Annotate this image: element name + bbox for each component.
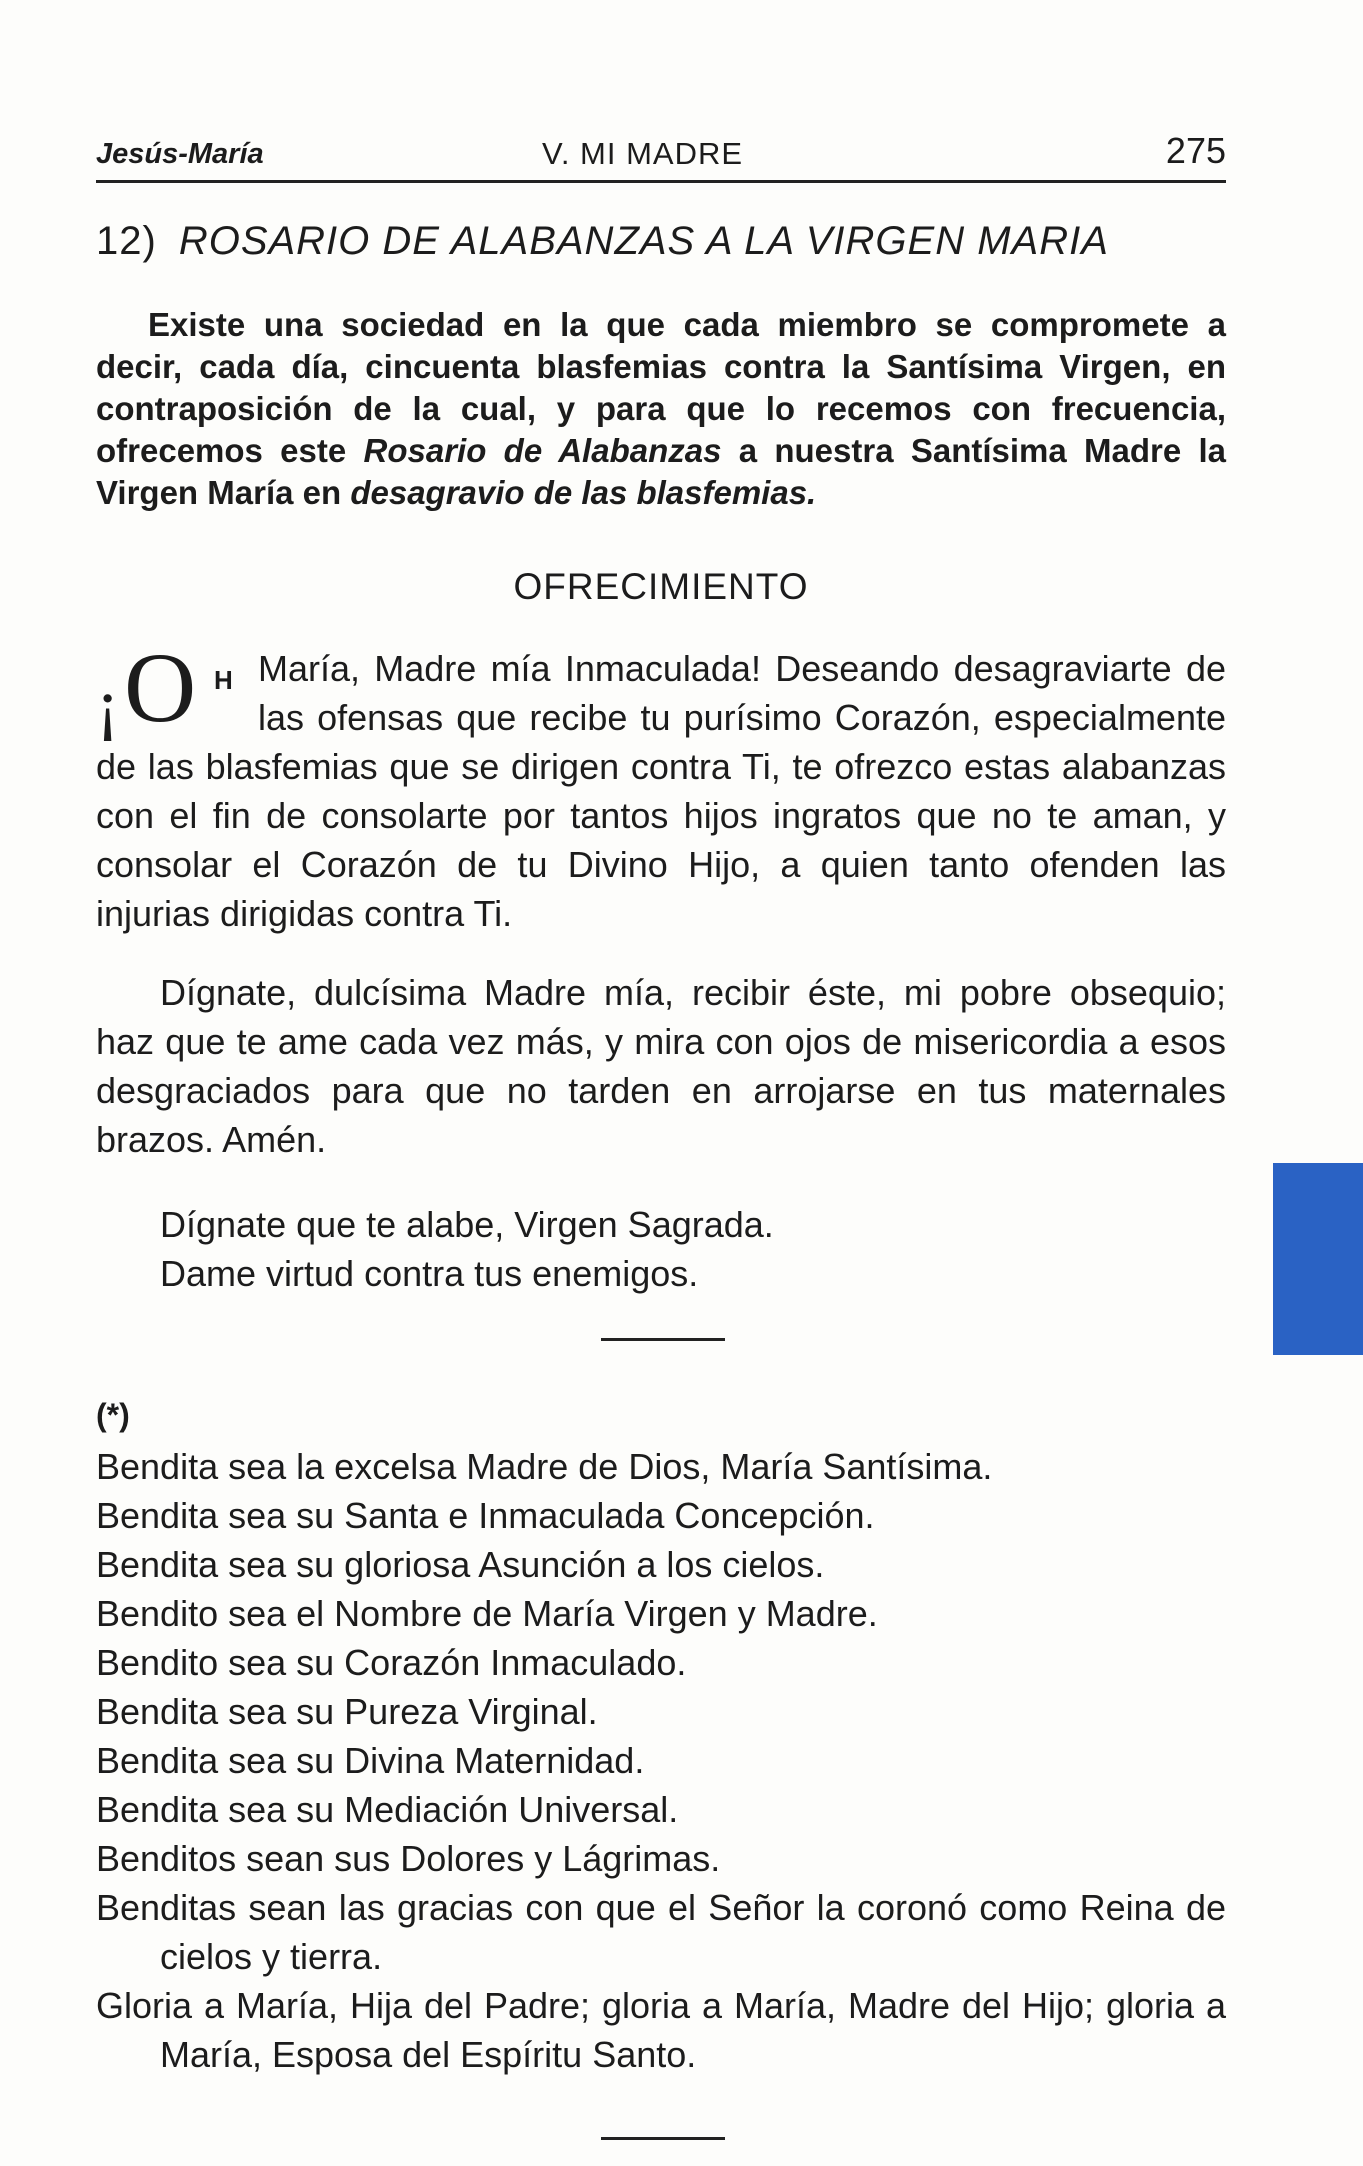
intro-text-2: a nuestra Santísima Madre la Virgen María en — [96, 432, 1227, 511]
page-number: 275 — [1165, 130, 1226, 171]
drop-cap-exclamation: ¡ — [96, 666, 120, 743]
praises-list — [96, 1442, 1226, 2079]
praise-line: Gloria a María, Hija del Padre; gloria a María, Madre del Hijo; gloria a María, Esposa del Espíritu Santo. — [96, 1985, 1226, 2075]
section-divider — [601, 1338, 725, 1341]
section-title: ROSARIO DE ALABANZAS A LA VIRGEN MARIA — [178, 219, 1109, 263]
section-number: 12) — [96, 219, 157, 263]
praise-line: Bendita sea su Divina Maternidad. — [96, 1740, 645, 1781]
section-heading — [96, 219, 1226, 264]
running-head-chapter: V. MI MADRE — [542, 136, 744, 171]
blue-page-tab — [1273, 1163, 1363, 1355]
offering-paragraph-2: Dígnate, dulcísima Madre mía, recibir éste, mi pobre obsequio; haz que te ame cada vez más, y mira con ojos de misericordia a esos desgraciados para que no tarden en arrojarse en tus maternales brazos. Amén. — [96, 972, 1226, 1160]
drop-cap-suffix: H — [214, 665, 233, 695]
praise-line: Bendito sea el Nombre de María Virgen y Madre. — [96, 1593, 878, 1634]
praise-line: Bendito sea su Corazón Inmaculado. — [96, 1642, 687, 1683]
couplet-line-2: Dame virtud contra tus enemigos. — [160, 1253, 699, 1294]
praise-line: Bendita sea su gloriosa Asunción a los cielos. — [96, 1544, 825, 1585]
intro-emphasis-1: Rosario de Alabanzas — [363, 432, 722, 469]
book-page — [96, 130, 1226, 2140]
running-head — [96, 130, 1226, 183]
offering-paragraph-1 — [96, 632, 1226, 938]
drop-cap — [96, 632, 252, 743]
praise-line: Bendita sea su Pureza Virginal. — [96, 1691, 598, 1732]
praise-line: Bendita sea su Mediación Universal. — [96, 1789, 679, 1830]
intro-emphasis-2: desagravio de las blasfemias. — [350, 474, 817, 511]
praise-line: Benditas sean las gracias con que el Señor la coronó como Reina de cielos y tierra. — [96, 1887, 1226, 1977]
offering-heading: OFRECIMIENTO — [513, 566, 809, 607]
praise-line: Benditos sean sus Dolores y Lágrimas. — [96, 1838, 721, 1879]
running-head-left: Jesús-María — [96, 138, 264, 170]
praise-line: Bendita sea la excelsa Madre de Dios, María Santísima. — [96, 1446, 993, 1487]
offering-paragraph-1-text: María, Madre mía Inmaculada! Deseando desagraviarte de las ofensas que recibe tu purísimo Corazón, especialmente de las blasfemias que se dirigen contra Ti, te ofrezco estas alabanzas con el fin de consolarte por tantos hijos ingratos que no te aman, y consolar el Corazón de tu Divino Hijo, a quien tanto ofenden las injurias dirigidas contra Ti. — [96, 648, 1226, 934]
end-divider — [601, 2137, 725, 2140]
drop-cap-letter: O — [124, 632, 197, 743]
praise-line: Bendita sea su Santa e Inmaculada Concepción. — [96, 1495, 875, 1536]
intro-text-1: Existe una sociedad en la que cada miembro se compromete a decir, cada día, cincuenta blasfemias contra la Santísima Virgen, en contraposición de la cual, y para que lo recemos con frecuencia, ofrecemos este — [96, 306, 1226, 469]
couplet-line-1: Dígnate que te alabe, Virgen Sagrada. — [160, 1204, 774, 1245]
intro-paragraph — [96, 304, 1226, 514]
couplet — [160, 1200, 1226, 1298]
footnote-marker: (*) — [96, 1397, 130, 1433]
